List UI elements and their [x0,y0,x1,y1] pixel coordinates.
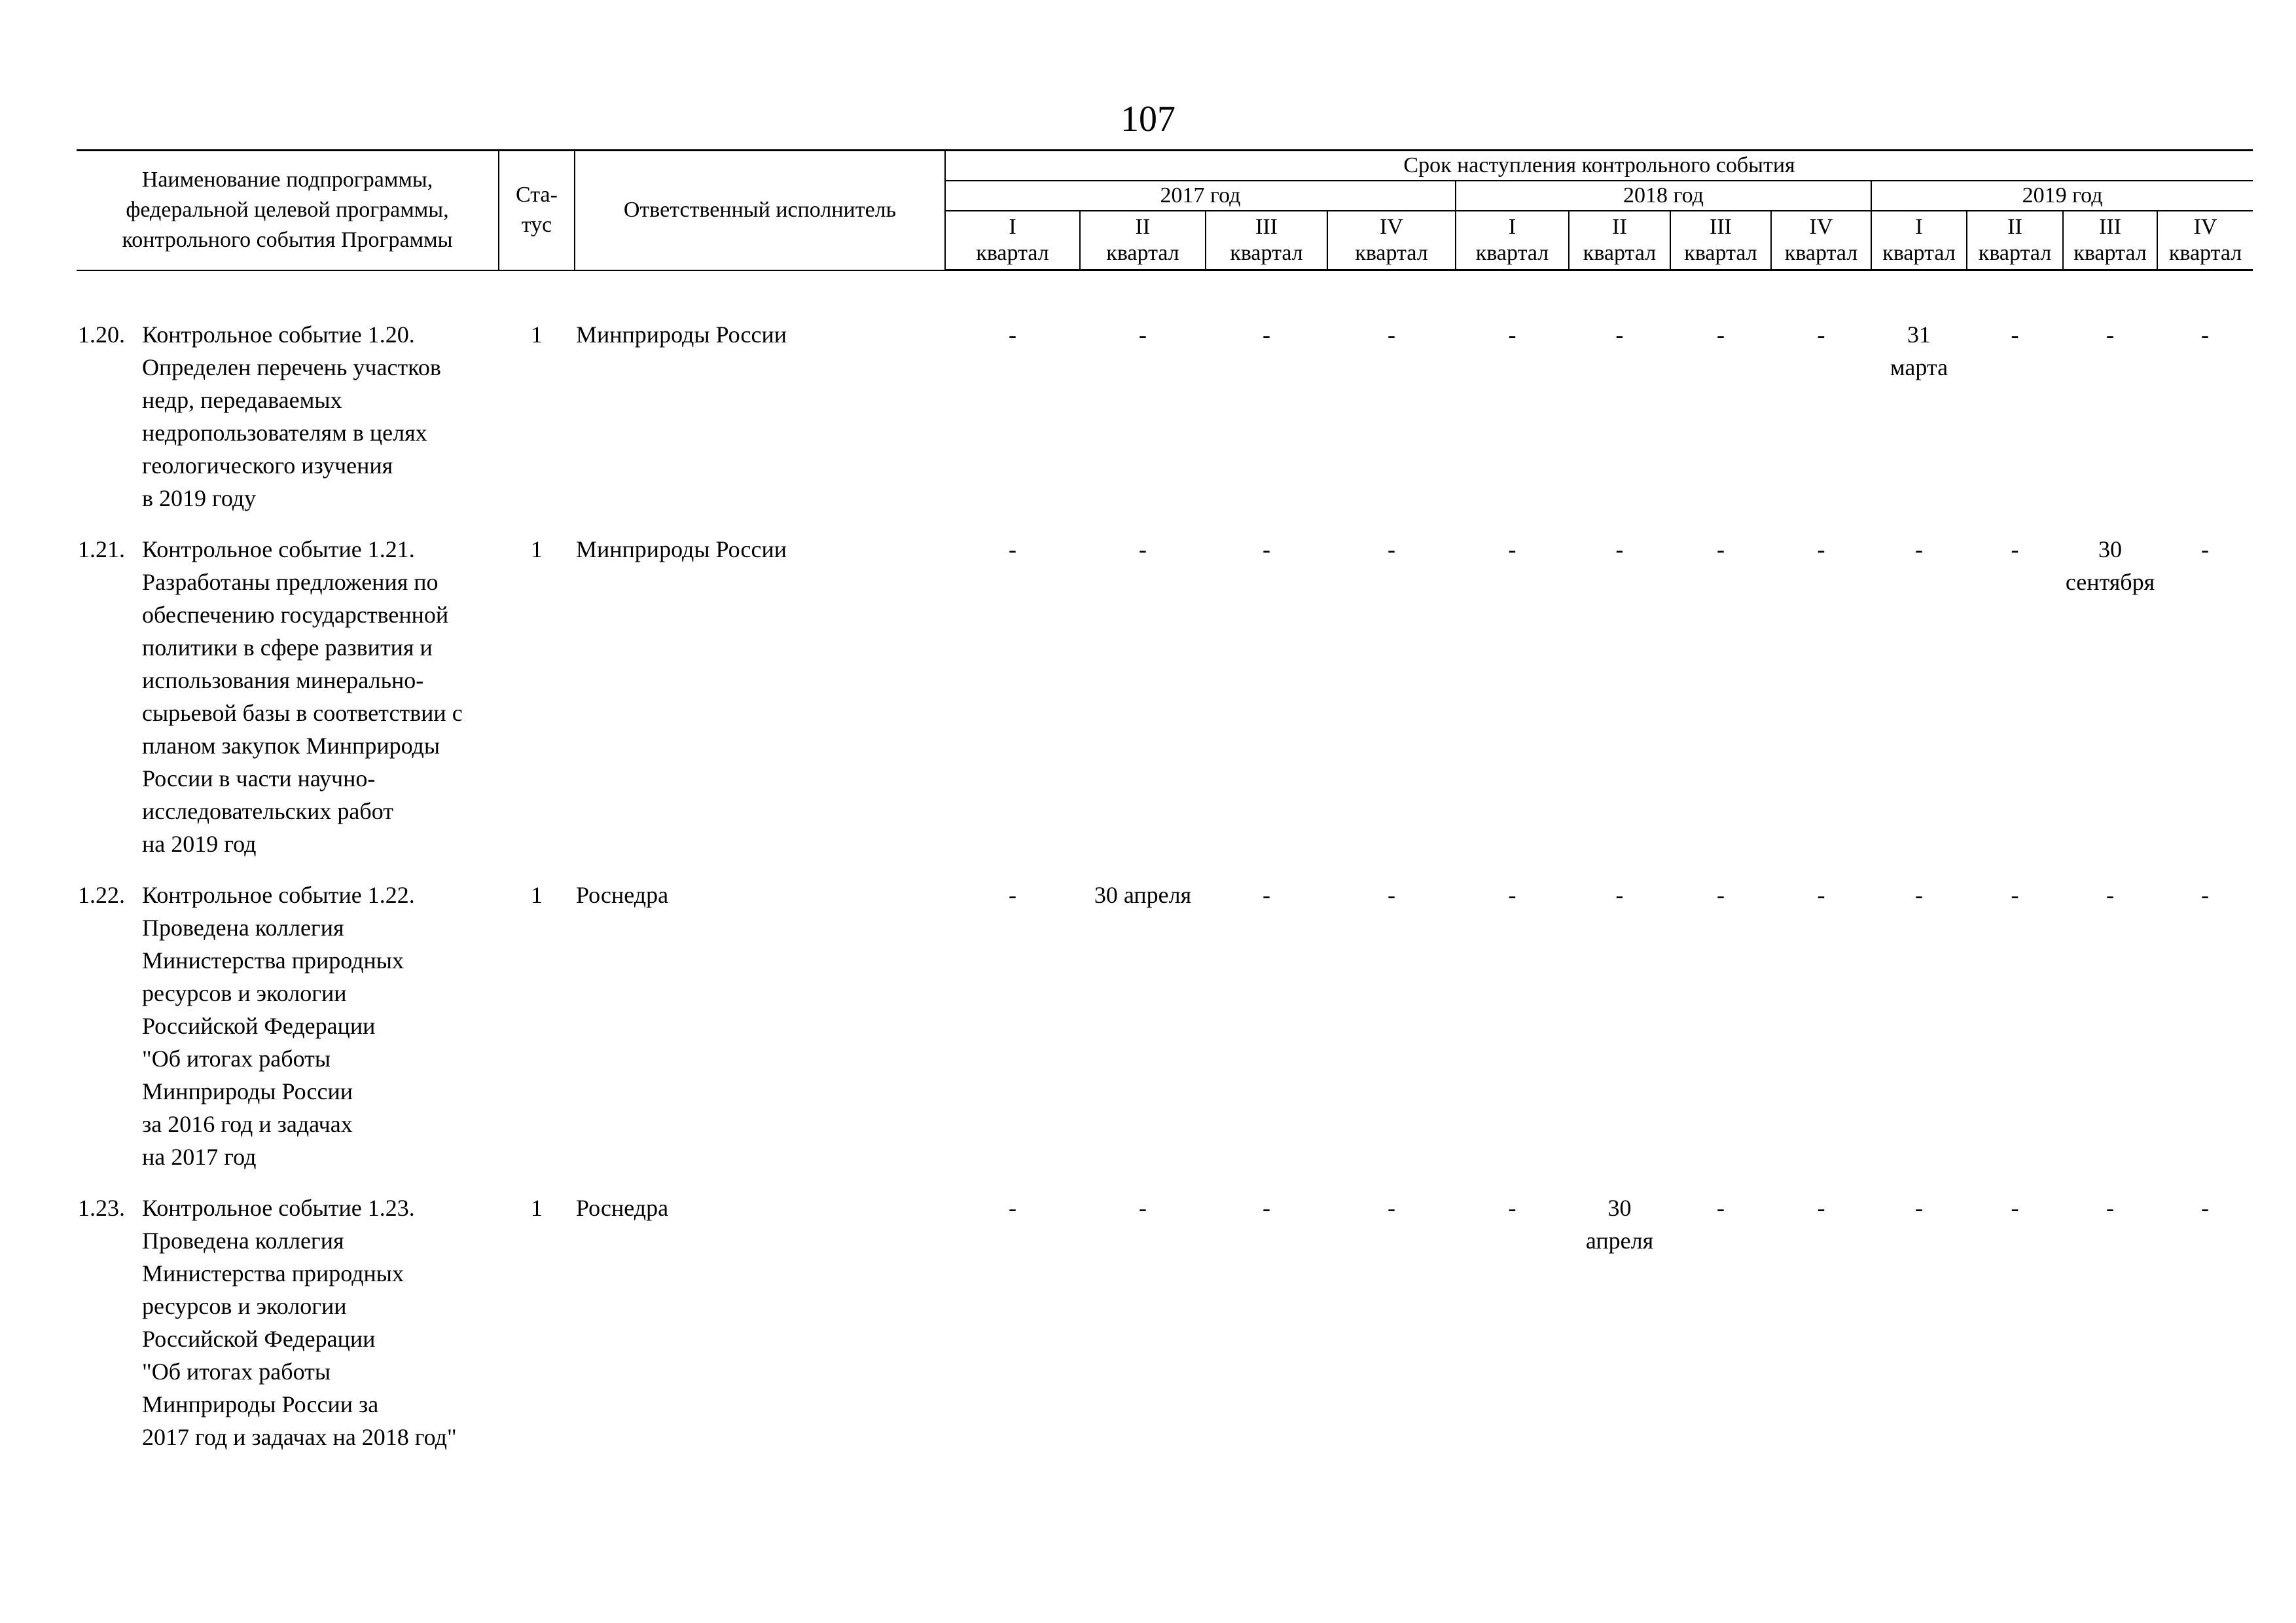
quarter-word: квартал [1106,241,1179,265]
quarter-word: квартал [1882,241,1956,265]
header-spacer [77,270,2253,319]
event-row [77,318,2253,533]
quarter-deadline-cell: - [1615,321,1624,348]
quarter-deadline-cell: 30 апреля [1585,1195,1654,1254]
header-status-column: Ста-тус [499,151,575,270]
quarter-deadline-cell: - [1009,1195,1016,1221]
quarter-deadline-cell: - [1817,321,1825,348]
quarter-deadline-cell: - [2201,882,2210,908]
quarter-numeral: III [1710,215,1732,239]
header-name-column: Наименование подпрограммы, федеральной целевой программы, контрольного события Программы [77,151,499,270]
quarter-deadline-cell: - [1263,882,1270,908]
quarter-deadline-cell: - [1508,536,1516,562]
event-name-cell [77,533,499,879]
quarter-deadline-cell: - [2011,321,2019,348]
quarter-deadline-cell: - [1388,1195,1395,1221]
header-quarter [2063,211,2157,270]
header-quarter [945,211,1080,270]
quarter-word: квартал [2168,241,2242,265]
event-number: 1.20. [78,321,125,348]
quarter-deadline-cell: - [1009,321,1016,348]
quarter-deadline-cell: - [2106,882,2114,908]
event-name-cell [77,879,499,1192]
quarter-deadline-cell: - [1139,321,1147,348]
quarter-deadline-cell: - [1915,536,1923,562]
quarter-deadline-cell: 30 сентября [2065,536,2155,595]
quarter-deadline-cell: - [1263,321,1270,348]
quarter-deadline-cell: - [1717,536,1725,562]
event-description: Контрольное событие 1.22. Проведена коллегия Министерства природных ресурсов и экологии Российской Федерации "Об итогах работы Минприроды России за 2016 год и задачах на 2017 год [142,882,415,1170]
quarter-numeral: III [1255,215,1278,239]
quarter-deadline-cell: - [2201,321,2210,348]
header-year-2018: 2018 год [1456,181,1871,211]
quarter-deadline-cell: - [1817,882,1825,908]
event-status: 1 [531,882,543,908]
quarter-deadline-cell: 31 марта [1890,321,1948,380]
quarter-deadline-cell: - [2011,882,2019,908]
quarter-deadline-cell: - [1388,882,1395,908]
header-year-2019: 2019 год [1871,181,2253,211]
quarter-numeral: IV [2193,215,2217,239]
quarter-deadline-cell: - [1139,536,1147,562]
header-quarter [1871,211,1967,270]
event-status: 1 [531,321,543,348]
quarter-numeral: II [1612,215,1627,239]
quarter-deadline-cell: - [1915,882,1923,908]
quarter-deadline-cell: - [1388,321,1395,348]
quarter-deadline-cell: - [1615,882,1624,908]
event-number: 1.21. [78,536,125,562]
quarter-deadline-cell: - [1388,536,1395,562]
event-description: Контрольное событие 1.23. Проведена коллегия Министерства природных ресурсов и экологии Российской Федерации "Об итогах работы Минприроды России за 2017 год и задачах на 2018 год" [142,1195,457,1450]
header-quarter [1670,211,1771,270]
event-row [77,1192,2253,1472]
event-executor: Роснедра [576,882,669,908]
quarter-deadline-cell: - [2201,1195,2210,1221]
quarter-numeral: IV [1809,215,1833,239]
header-quarter [1569,211,1670,270]
event-executor: Минприроды России [576,536,787,562]
quarter-numeral: II [2007,215,2022,239]
header-quarter [1967,211,2063,270]
header-quarter [1456,211,1569,270]
event-name-cell [77,318,499,533]
quarter-deadline-cell: - [1717,321,1725,348]
event-row [77,533,2253,879]
header-quarter [1771,211,1871,270]
quarter-word: квартал [1784,241,1858,265]
quarter-deadline-cell: - [1508,321,1516,348]
quarter-deadline-cell: - [1263,536,1270,562]
quarter-word: квартал [2073,241,2147,265]
quarter-word: квартал [1230,241,1303,265]
quarter-numeral: II [1135,215,1151,239]
quarter-numeral: III [2099,215,2121,239]
quarter-deadline-cell: - [1817,1195,1825,1221]
event-status: 1 [531,1195,543,1221]
quarter-deadline-cell: - [2011,536,2019,562]
table-header [77,151,2253,270]
quarter-deadline-cell: - [2201,536,2210,562]
header-year-2017: 2017 год [945,181,1456,211]
header-quarter [1206,211,1327,270]
event-description: Контрольное событие 1.20. Определен перечень участков недр, передаваемых недропользователям в целях геологического изучения в 2019 году [142,321,441,511]
quarter-deadline-cell: - [1817,536,1825,562]
quarter-deadline-cell: - [1263,1195,1270,1221]
quarter-deadline-cell: - [2011,1195,2019,1221]
quarter-deadline-cell: - [1615,536,1624,562]
table-body [77,270,2253,1472]
header-quarter [1080,211,1206,270]
event-status: 1 [531,536,543,562]
quarter-numeral: I [1508,215,1516,239]
quarter-word: квартал [1355,241,1428,265]
quarter-numeral: I [1915,215,1923,239]
quarter-word: квартал [1475,241,1549,265]
header-quarter [1327,211,1456,270]
quarter-numeral: IV [1380,215,1403,239]
event-row [77,879,2253,1192]
quarter-numeral: I [1009,215,1016,239]
quarter-deadline-cell: - [2106,1195,2114,1221]
quarter-deadline-cell: - [1508,882,1516,908]
header-quarter [2157,211,2253,270]
control-events-table-wrapper [77,149,2253,1472]
header-executor-column: Ответственный исполнитель [575,151,945,270]
header-deadline-group: Срок наступления контрольного события [945,151,2253,181]
quarter-word: квартал [1684,241,1757,265]
quarter-deadline-cell: - [1009,536,1016,562]
page-number: 107 [1121,99,1175,139]
quarter-deadline-cell: - [1717,882,1725,908]
quarter-deadline-cell: - [1009,882,1016,908]
event-name-cell [77,1192,499,1472]
quarter-deadline-cell: - [2106,321,2114,348]
quarter-word: квартал [1583,241,1657,265]
event-number: 1.23. [78,1195,125,1221]
event-executor: Минприроды России [576,321,787,348]
event-number: 1.22. [78,882,125,908]
quarter-deadline-cell: - [1717,1195,1725,1221]
quarter-word: квартал [1978,241,2052,265]
quarter-deadline-cell: - [1139,1195,1147,1221]
quarter-deadline-cell: 30 апреля [1094,882,1192,908]
quarter-word: квартал [976,241,1049,265]
event-description: Контрольное событие 1.21. Разработаны предложения по обеспечению государственной политики в сфере развития и использования минерально- сырьевой базы в соответствии с планом закупок Минприроды России в части научно- исследовательских работ на 2019 год [142,536,463,857]
control-events-table [77,149,2253,1472]
event-executor: Роснедра [576,1195,669,1221]
quarter-deadline-cell: - [1915,1195,1923,1221]
quarter-deadline-cell: - [1508,1195,1516,1221]
